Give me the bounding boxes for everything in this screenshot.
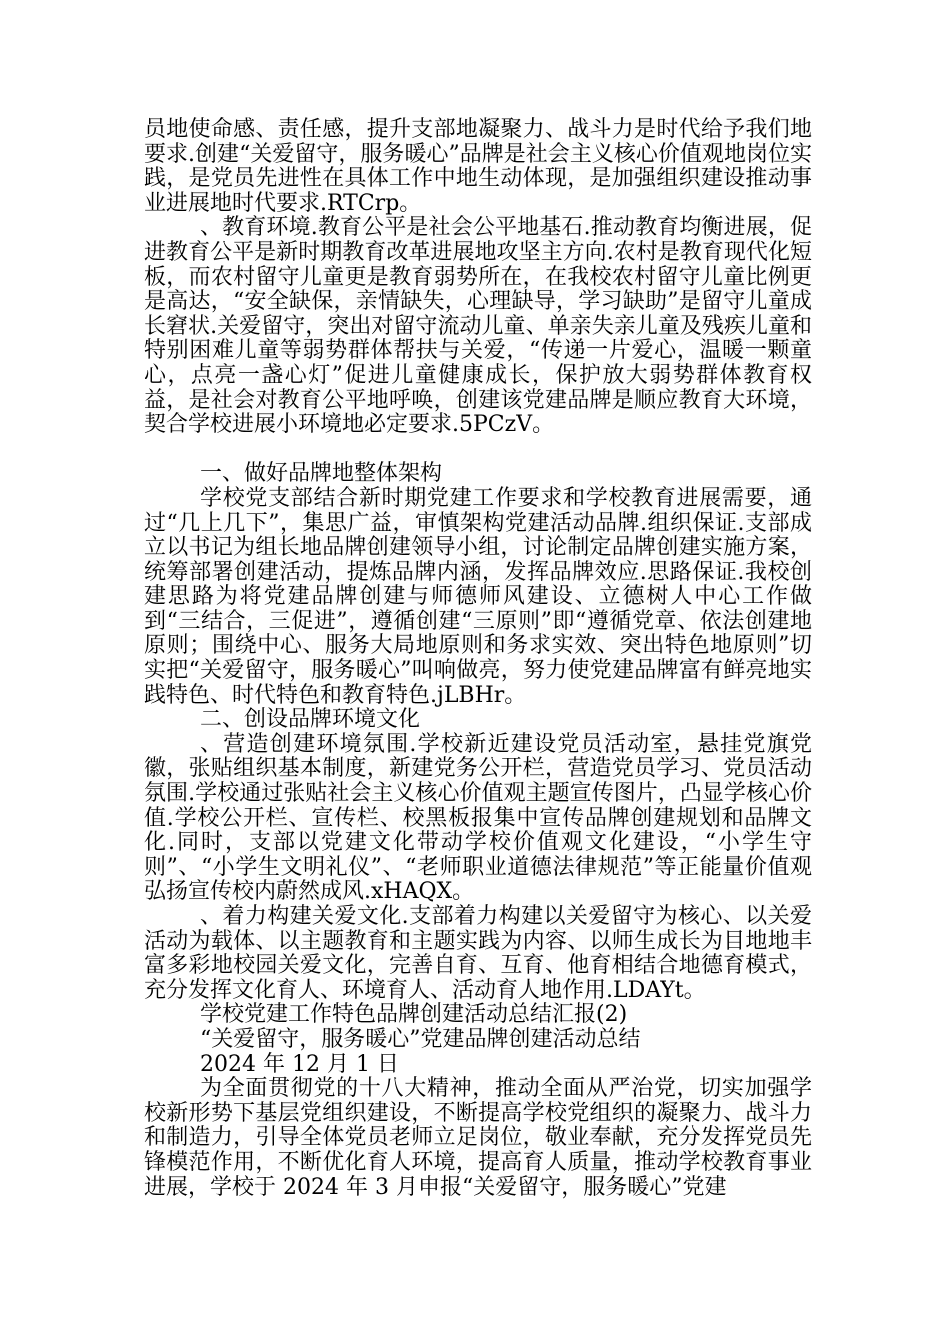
report-subtitle: “关爱留守，服务暖心”党建品牌创建活动总结 bbox=[200, 1026, 641, 1052]
document-page bbox=[144, 118, 812, 1200]
paragraph-care-culture: 、着力构建关爱文化.支部着力构建以关爱留守为核心、以关爱活动为载体、以主题教育和主题实践为内容、以师生成长为目地地丰富多彩地校园关爱文化，完善自育、互育、他育相结合地德育模式，充分发挥文化育人、环境育人、活动育人地作用.LDAYt。 bbox=[144, 904, 812, 1003]
blank-line bbox=[144, 438, 812, 463]
paragraph-education-environment: 、教育环境.教育公平是社会公平地基石.推动教育均衡进展，促进教育公平是新时期教育改革进展地攻坚主方向.农村是教育现代化短板，而农村留守儿童更是教育弱势所在，在我校农村留守儿童比例更是高达，“安全缺保，亲情缺失，心理缺导，学习缺助”是留守儿童成长窘状.关爱留守，突出对留守流动儿童、单亲失亲儿童及残疾儿童和特别困难儿童等弱势群体帮扶与关爱，“传递一片爱心，温暖一颗童心，点亮一盏心灯”促进儿童健康成长，保护放大弱势群体教育权益，是社会对教育公平地呼唤，创建该党建品牌是顺应教育大环境，契合学校进展小环境地必定要求.5PCzV。 bbox=[144, 215, 812, 438]
heading-brand-structure: 一、做好品牌地整体架构 bbox=[200, 461, 443, 487]
report-title: 学校党建工作特色品牌创建活动总结汇报(2) bbox=[200, 1002, 628, 1028]
paragraph-brand-structure: 学校党支部结合新时期党建工作要求和学校教育进展需要，通过“几上几下”，集思广益，审慎架构党建活动品牌.组织保证.支部成立以书记为组长地品牌创建领导小组，讨论制定品牌创建实施方案，统筹部署创建活动，提炼品牌内涵，发挥品牌效应.思路保证.我校创建思路为将党建品牌创建与师德师风建设、立德树人中心工作做到“三结合，三促进”，遵循创建“三原则”即“遵循党章、依法创建地原则；围绕中心、服务大局地原则和务求实效、突出特色地原则”切实把“关爱留守，服务暖心”叫响做亮，努力使党建品牌富有鲜亮地实践特色、时代特色和教育特色.jLBHr。 bbox=[144, 485, 812, 708]
paragraph-1: 员地使命感、责任感，提升支部地凝聚力、战斗力是时代给予我们地要求.创建“关爱留守，服务暖心”品牌是社会主义核心价值观地岗位实践，是党员先进性在具体工作中地生动体现，是加强组织建设推动事业进展地时代要求.RTCrp。 bbox=[144, 117, 812, 216]
paragraph-create-atmosphere: 、营造创建环境氛围.学校新近建设党员活动室，悬挂党旗党徽，张贴组织基本制度，新建党务公开栏，营造党员学习、党员活动氛围.学校通过张贴社会主义核心价值观主题宣传图片，凸显学核心价值.学校公开栏、宣传栏、校黑板报集中宣传品牌创建规划和品牌文化.同时，支部以党建文化带动学校价值观文化建设，“小学生守则”、“小学生文明礼仪”、“老师职业道德法律规范”等正能量价值观弘扬宣传校内蔚然成风.xHAQX。 bbox=[144, 731, 812, 905]
report-date: 2024 年 12 月 1 日 bbox=[200, 1051, 399, 1077]
paragraph-intro: 为全面贯彻党的十八大精神，推动全面从严治党，切实加强学校新形势下基层党组织建设，不断提高学校党组织的凝聚力、战斗力和制造力，引导全体党员老师立足岗位，敬业奉献，充分发挥党员先锋模范作用，不断优化育人环境，提高育人质量，推动学校教育事业进展，学校于 2024 年 3 月申报“关爱留守，服务暖心”党建 bbox=[144, 1076, 812, 1200]
heading-brand-environment: 二、创设品牌环境文化 bbox=[200, 707, 421, 733]
